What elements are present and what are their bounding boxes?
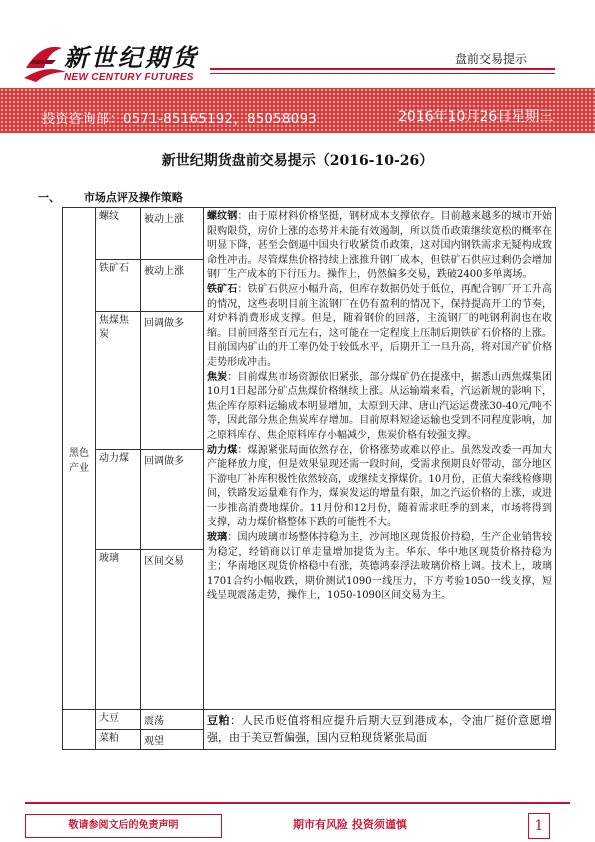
- header-section-label: 盘前交易提示: [455, 52, 528, 66]
- page-number: 1: [528, 813, 550, 839]
- risk-warning: 期市有风险 投资须谨慎: [293, 818, 407, 831]
- soy-label: 豆粕: [207, 714, 231, 727]
- coke-label: 焦炭: [207, 371, 228, 383]
- header-divider-thin: [210, 73, 555, 74]
- product-stance: 区间交易: [141, 550, 204, 710]
- rebar-text: ：由于原材料价格坚挺，钢材成本支撑依存。目前越来越多的城市开始限购限贷，房价上涨的态势并未能有效遏制，所以货币政策继续宽松的概率在明显下降，甚至会倒逼中国央行收紧货币政策，这对国内钢铁需求无疑构成致命性冲击。尽管煤焦价格持续上涨推升钢厂成本，但铁矿石供应过剩仍会增加钢厂生产成本的下行压力。操作上，仍然偏多交易，跌破2400多单离场。: [207, 211, 553, 281]
- category-cell: [63, 710, 96, 750]
- table-row: [63, 208, 556, 260]
- coke-text: ：目前煤焦市场资源依旧紧张，部分煤矿仍在提涨中，据悉山西焦煤集团10月1日起部分矿点焦煤价格继续上涨。从运输端来看，汽运新规的影响下，焦企库存原料运输成本明显增加，太原到天津、唐山汽运运费涨30-40元/吨不等，因此部分焦企焦炭库存增加。目前原料短途运输也受到不同程度影响，加之原料库存、焦企原料库存小幅减少，焦炭价格有较强支撑。: [207, 371, 553, 441]
- coal-text: ：煤源紧张局面依然存在，价格涨势或难以停止。虽然发改委一再加大产能释放力度，但是效果显现还需一段时间，受需求预期良好带动，部分地区下游电厂补库积极性依然较高，或继续支撑煤价。10月份，正值大秦线检修期间，铁路发运量难有作为，煤炭发运的增量有限，加之汽运价格的上涨，或进一步推高消费地煤价。11月份和12月份，随着需求旺季的到来，市场将得到支撑，动力煤价格整体下跌的可能性不大。: [207, 444, 553, 529]
- contact-phone: 投资咨询部：0571-85165192，85058093: [42, 112, 318, 127]
- category-label: 黑色产业: [69, 447, 89, 474]
- table-row: [63, 710, 556, 730]
- glass-label: 玻璃: [207, 532, 228, 544]
- product-name: 玻璃: [96, 550, 141, 710]
- footer-divider: [25, 802, 570, 804]
- product-stance: 震荡: [141, 710, 204, 730]
- section-number: 一、: [38, 191, 60, 204]
- product-name: 螺纹: [96, 208, 141, 260]
- category-cell: [63, 208, 96, 710]
- product-stance: 观望: [141, 730, 204, 750]
- document-title: 新世纪期货盘前交易提示（2016-10-26）: [161, 153, 434, 169]
- section-heading: [38, 189, 183, 205]
- strategy-table: [62, 207, 556, 750]
- page-header: [0, 0, 595, 88]
- coal-label: 动力煤: [207, 444, 238, 456]
- rebar-paragraph: [207, 210, 552, 283]
- product-name: 焦煤焦炭: [96, 312, 141, 450]
- ore-label: 铁矿石: [207, 283, 238, 295]
- product-stance: 被动上涨: [141, 208, 204, 260]
- rebar-label: 螺纹钢: [207, 211, 238, 222]
- ore-text: ：铁矿石供应小幅升高，但库存数据仍处于低位，再配合钢厂开工升高的情况，这些表明目前主流钢厂在仍有盈利的情况下，保持提高开工的节奏，对炉料消费形成支撑。但是，随着钢价的回落，主流钢厂的吨钢利润也在收缩。目前回落至百元左右，这可能在一定程度上压制后期铁矿石价格的上涨。目前国内矿山的开工率仍处于较低水平，后期开工一旦升高，将对国产矿价格走势形成冲击。: [207, 283, 553, 368]
- product-stance: 被动上涨: [141, 260, 204, 312]
- product-stance: 回调做多: [141, 312, 204, 450]
- report-date: 2016年10月26日星期三: [398, 109, 554, 125]
- product-name: 菜粕: [96, 730, 141, 750]
- logo-english-name: NEW CENTURY FUTURES: [64, 72, 194, 83]
- product-name: 铁矿石: [96, 260, 141, 312]
- product-stance: 回调做多: [141, 450, 204, 550]
- soy-text: ：人民币贬值将相应提升后期大豆到港成本，令油厂挺价意愿增强，由于美豆暂偏强，国内豆粕现货紧张局面: [207, 714, 553, 744]
- coal-paragraph: [207, 444, 552, 532]
- glass-paragraph: [207, 531, 552, 604]
- soy-analysis-cell: [204, 710, 556, 750]
- product-name: 动力煤: [96, 450, 141, 550]
- ore-paragraph: [207, 283, 552, 371]
- logo-chinese-name: 新世纪期货: [64, 43, 199, 72]
- coke-paragraph: [207, 371, 552, 444]
- section-label: 市场点评及操作策略: [83, 191, 183, 204]
- header-divider: [210, 68, 555, 70]
- product-name: 大豆: [96, 710, 141, 730]
- glass-text: ：国内玻璃市场整体持稳为主，沙河地区现货报价持稳，生产企业销售较为稳定，经销商以订单走量增加提货为主。华东、华中地区现货价格持稳为主；华南地区现货价格稳中有涨，英德鸿泰浮法玻璃价格上调。技术上，玻璃1701合约小幅收跌，期价测试1090一线压力，下方考验1050一线支撑，短线呈现震荡走势，操作上，1050-1090区间交易为主。: [207, 532, 553, 602]
- disclaimer-link[interactable]: 敬请参阅文后的免责声明: [25, 814, 222, 838]
- black-analysis-cell: [204, 208, 556, 710]
